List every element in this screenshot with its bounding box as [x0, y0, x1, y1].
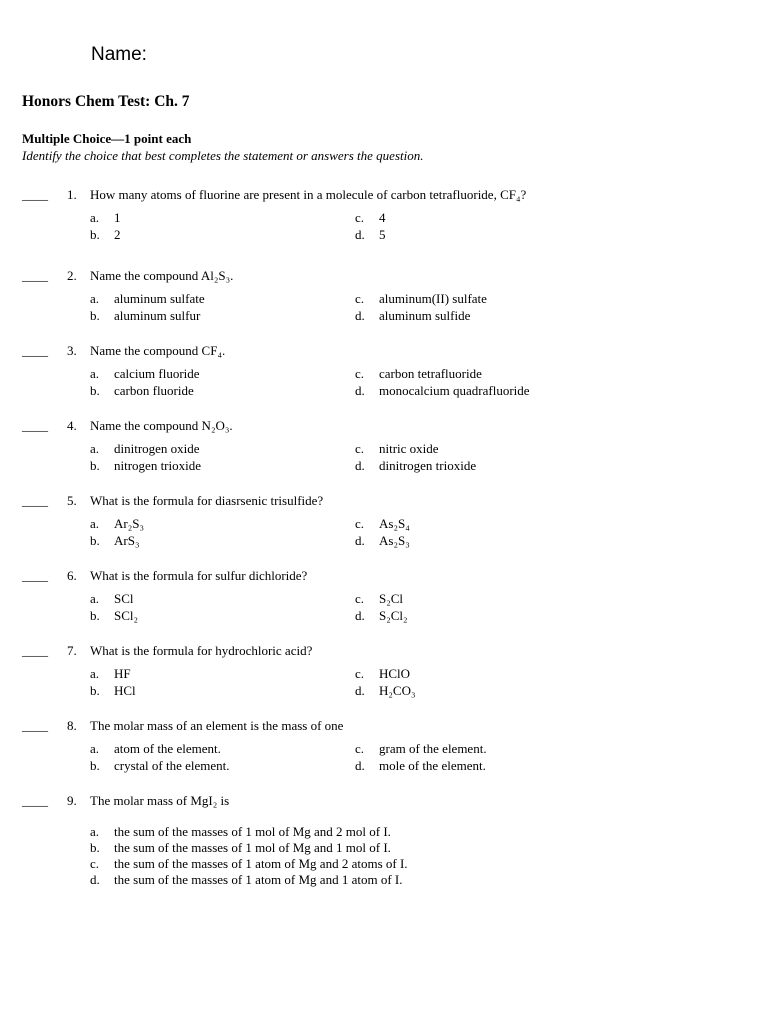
- choice-letter: c.: [90, 856, 100, 871]
- choice-text: ArS₃: [114, 533, 140, 548]
- question-text: Name the compound Al₂S₃.: [90, 268, 234, 283]
- choice-text: nitric oxide: [379, 441, 439, 456]
- answer-blank[interactable]: ____: [22, 268, 48, 283]
- choice-letter: c.: [355, 366, 365, 381]
- choice-text: aluminum sulfate: [114, 291, 205, 306]
- question-number: 1.: [67, 187, 77, 202]
- choice-letter: b.: [90, 383, 100, 398]
- choice-letter: d.: [355, 758, 365, 773]
- choice-text: dinitrogen trioxide: [379, 458, 477, 473]
- choice-letter: d.: [90, 872, 100, 887]
- choice-letter: a.: [90, 441, 100, 456]
- choice-text: Ar₂S₃: [114, 516, 145, 531]
- choice-letter: d.: [355, 683, 365, 698]
- choice-text: the sum of the masses of 1 mol of Mg and 2 mol of I.: [114, 824, 391, 839]
- question-number: 7.: [67, 643, 77, 658]
- choice-text: S₂Cl₂: [379, 608, 408, 623]
- question-text: Name the compound N₂O₃.: [90, 418, 233, 433]
- question-text: What is the formula for diasrsenic trisulfide?: [90, 493, 324, 508]
- question-text: How many atoms of fluorine are present in a molecule of carbon tetrafluoride, CF₄?: [90, 187, 527, 202]
- choice-text: 4: [379, 210, 386, 225]
- choice-letter: a.: [90, 591, 100, 606]
- answer-blank[interactable]: ____: [22, 187, 48, 202]
- choice-letter: b.: [90, 840, 100, 855]
- question-number: 6.: [67, 568, 77, 583]
- choice-letter: c.: [355, 516, 365, 531]
- choice-text: S₂Cl: [379, 591, 404, 606]
- choice-letter: c.: [355, 666, 365, 681]
- choice-text: 1: [114, 210, 121, 225]
- choice-text: As₂S₃: [379, 533, 410, 548]
- choice-text: H₂CO₃: [379, 683, 416, 698]
- section-heading: Multiple Choice—1 point each: [22, 131, 192, 146]
- choice-letter: d.: [355, 533, 365, 548]
- choice-letter: c.: [355, 741, 365, 756]
- choice-letter: c.: [355, 591, 365, 606]
- choice-letter: c.: [355, 291, 365, 306]
- question-text: What is the formula for hydrochloric acid?: [90, 643, 313, 658]
- choice-text: aluminum(II) sulfate: [379, 291, 487, 306]
- choice-letter: a.: [90, 210, 100, 225]
- choice-text: HCl: [114, 683, 136, 698]
- choice-letter: d.: [355, 227, 365, 242]
- choice-letter: a.: [90, 291, 100, 306]
- choice-letter: d.: [355, 458, 365, 473]
- choice-letter: d.: [355, 383, 365, 398]
- choice-text: the sum of the masses of 1 mol of Mg and 1 mol of I.: [114, 840, 391, 855]
- question-text: What is the formula for sulfur dichloride?: [90, 568, 308, 583]
- choice-letter: a.: [90, 666, 100, 681]
- choice-text: 2: [114, 227, 121, 242]
- choice-text: carbon tetrafluoride: [379, 366, 482, 381]
- question-number: 4.: [67, 418, 77, 433]
- choice-letter: b.: [90, 608, 100, 623]
- choice-text: atom of the element.: [114, 741, 221, 756]
- choice-text: dinitrogen oxide: [114, 441, 200, 456]
- answer-blank[interactable]: ____: [22, 418, 48, 433]
- choice-text: HF: [114, 666, 131, 681]
- choice-text: calcium fluoride: [114, 366, 200, 381]
- question-number: 5.: [67, 493, 77, 508]
- answer-blank[interactable]: ____: [22, 568, 48, 583]
- answer-blank[interactable]: ____: [22, 493, 48, 508]
- choice-text: crystal of the element.: [114, 758, 230, 773]
- choice-text: HClO: [379, 666, 411, 681]
- choice-letter: c.: [355, 441, 365, 456]
- choice-letter: b.: [90, 308, 100, 323]
- choice-text: As₂S₄: [379, 516, 410, 531]
- answer-blank[interactable]: ____: [22, 718, 48, 733]
- choice-letter: b.: [90, 227, 100, 242]
- choice-text: mole of the element.: [379, 758, 486, 773]
- question-text: The molar mass of an element is the mass of one: [90, 718, 344, 733]
- test-title: Honors Chem Test: Ch. 7: [22, 93, 190, 110]
- choice-text: the sum of the masses of 1 atom of Mg and 2 atoms of I.: [114, 856, 408, 871]
- name-label: Name:: [91, 44, 147, 65]
- question-number: 3.: [67, 343, 77, 358]
- instructions: Identify the choice that best completes the statement or answers the question.: [22, 148, 424, 163]
- question-number: 8.: [67, 718, 77, 733]
- choice-letter: c.: [355, 210, 365, 225]
- choice-letter: b.: [90, 458, 100, 473]
- choice-text: aluminum sulfide: [379, 308, 471, 323]
- answer-blank[interactable]: ____: [22, 793, 48, 808]
- choice-letter: b.: [90, 533, 100, 548]
- choice-letter: b.: [90, 758, 100, 773]
- choice-letter: a.: [90, 741, 100, 756]
- question-text: Name the compound CF₄.: [90, 343, 226, 358]
- choice-letter: d.: [355, 608, 365, 623]
- choice-text: gram of the element.: [379, 741, 487, 756]
- choice-letter: a.: [90, 516, 100, 531]
- choice-letter: a.: [90, 824, 100, 839]
- choice-text: aluminum sulfur: [114, 308, 201, 323]
- choice-text: monocalcium quadrafluoride: [379, 383, 530, 398]
- choice-letter: a.: [90, 366, 100, 381]
- question-text: The molar mass of MgI₂ is: [90, 793, 230, 808]
- choice-letter: b.: [90, 683, 100, 698]
- choice-letter: d.: [355, 308, 365, 323]
- question-number: 2.: [67, 268, 77, 283]
- answer-blank[interactable]: ____: [22, 643, 48, 658]
- question-number: 9.: [67, 793, 77, 808]
- choice-text: nitrogen trioxide: [114, 458, 202, 473]
- choice-text: SCl: [114, 591, 134, 606]
- choice-text: the sum of the masses of 1 atom of Mg and 1 atom of I.: [114, 872, 403, 887]
- answer-blank[interactable]: ____: [22, 343, 48, 358]
- choice-text: 5: [379, 227, 386, 242]
- choice-text: SCl₂: [114, 608, 139, 623]
- choice-text: carbon fluoride: [114, 383, 194, 398]
